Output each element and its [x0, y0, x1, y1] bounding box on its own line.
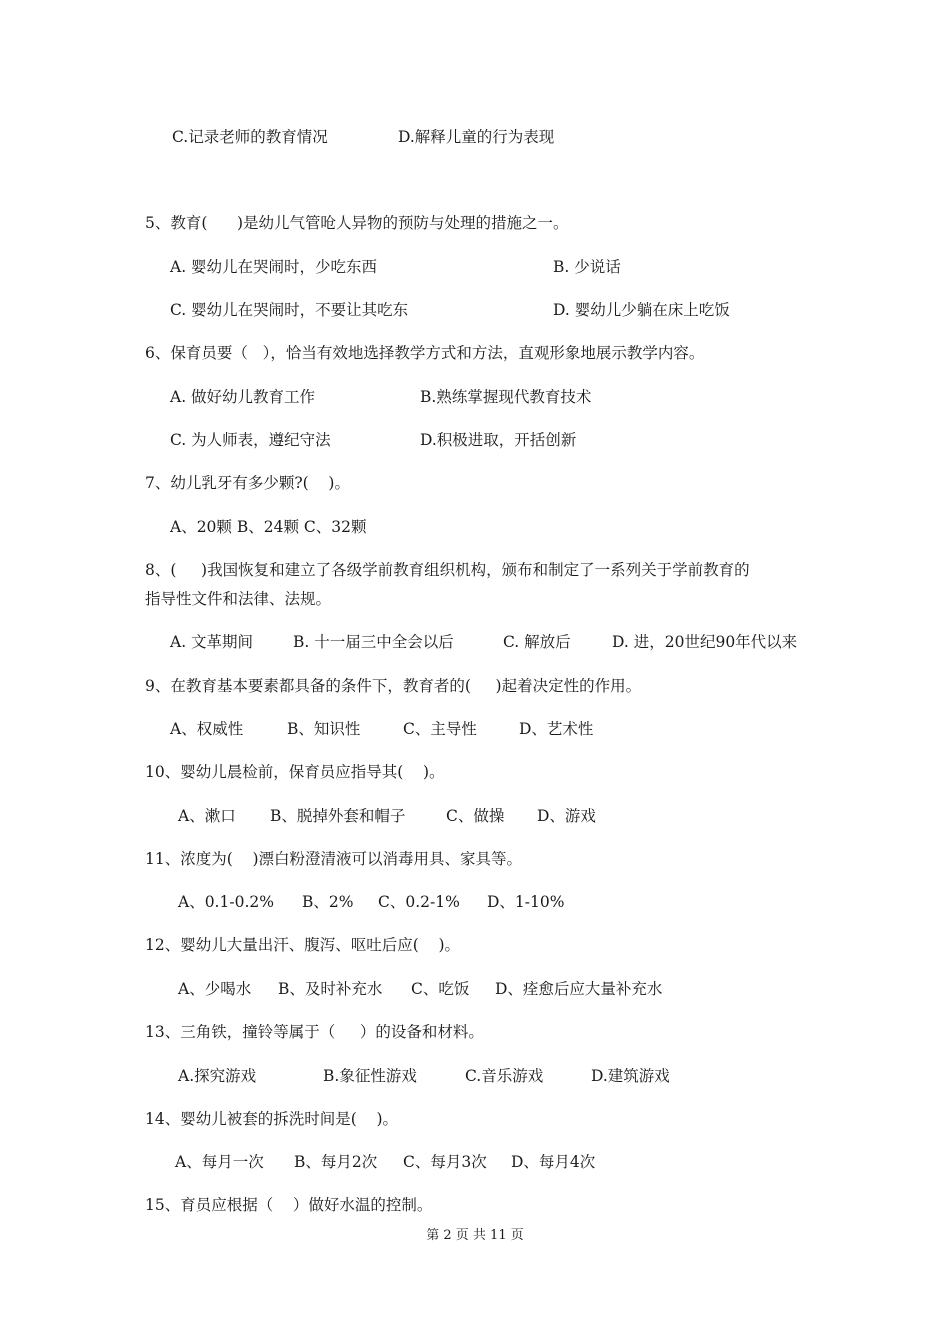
option: C、主导性: [403, 720, 477, 738]
option: D. 进，20世纪90年代以来: [612, 633, 798, 651]
question-stem: 9、在教育基本要素都具备的条件下，教育者的( )起着决定性的作用。: [145, 677, 642, 695]
option: A、漱口: [178, 807, 236, 825]
option: A、权威性: [170, 720, 244, 738]
option: B、知识性: [287, 720, 361, 738]
option-d: D.解释儿童的行为表现: [398, 128, 555, 146]
question-stem: 7、幼儿乳牙有多少颗?( )。: [145, 474, 350, 492]
option: A、0.1-0.2%: [178, 893, 274, 911]
option: A. 文革期间: [170, 633, 254, 651]
option: B、2%: [302, 893, 354, 911]
option: B. 十一届三中全会以后: [293, 633, 454, 651]
option: C、0.2-1%: [378, 893, 460, 911]
option: A. 做好幼儿教育工作: [170, 388, 316, 406]
question-stem: 12、婴幼儿大量出汗、腹泻、呕吐后应( )。: [145, 936, 461, 954]
option: B.象征性游戏: [323, 1067, 417, 1085]
option: D.积极进取，开括创新: [420, 431, 577, 449]
option: A. 婴幼儿在哭闹时，少吃东西: [170, 258, 378, 276]
option: D. 婴幼儿少躺在床上吃饭: [553, 301, 730, 319]
option: D.建筑游戏: [591, 1067, 670, 1085]
question-stem: 14、婴幼儿被套的拆洗时间是( )。: [145, 1110, 399, 1128]
option: A、少喝水: [178, 980, 252, 998]
option: B、每月2次: [294, 1153, 378, 1171]
question-stem: 11、浓度为( )漂白粉澄清液可以消毒用具、家具等。: [145, 850, 523, 868]
question-stem: 5、教育( )是幼儿气管呛人异物的预防与处理的措施之一。: [145, 214, 569, 232]
option: C. 婴幼儿在哭闹时，不要让其吃东: [170, 301, 409, 319]
option: D、游戏: [537, 807, 596, 825]
question-stem: 8、( )我国恢复和建立了各级学前教育组织机构，颁布和制定了一系列关于学前教育的: [145, 561, 750, 579]
option: D、每月4次: [511, 1153, 596, 1171]
option: C. 为人师表，遵纪守法: [170, 431, 331, 449]
option: B. 少说话: [553, 258, 621, 276]
option: D、艺术性: [519, 720, 594, 738]
option: B、脱掉外套和帽子: [270, 807, 406, 825]
option: B、及时补充水: [278, 980, 383, 998]
question-stem: 10、婴幼儿晨检前，保育员应指导其( )。: [145, 763, 445, 781]
option: C. 解放后: [503, 633, 571, 651]
option: A、每月一次: [175, 1153, 264, 1171]
option: C、做操: [446, 807, 505, 825]
option: A、20颗 B、24颗 C、32颗: [170, 518, 367, 536]
question-stem-continued: 指导性文件和法律、法规。: [145, 590, 332, 608]
question-stem: 6、保育员要（ ），恰当有效地选择教学方式和方法，直观形象地展示教学内容。: [145, 344, 705, 362]
option: C、吃饭: [411, 980, 470, 998]
option-c: C.记录老师的教育情况: [172, 128, 328, 146]
option: C.音乐游戏: [465, 1067, 544, 1085]
option: C、每月3次: [403, 1153, 487, 1171]
page-footer: 第 2 页 共 11 页: [426, 1228, 524, 1243]
question-stem: 13、三角铁，撞铃等属于（ ）的设备和材料。: [145, 1023, 484, 1041]
option: B.熟练掌握现代教育技术: [420, 388, 592, 406]
option: D、痊愈后应大量补充水: [495, 980, 663, 998]
question-stem: 15、育员应根据（ ）做好水温的控制。: [145, 1196, 433, 1214]
option: A.探究游戏: [178, 1067, 257, 1085]
option: D、1-10%: [487, 893, 565, 911]
